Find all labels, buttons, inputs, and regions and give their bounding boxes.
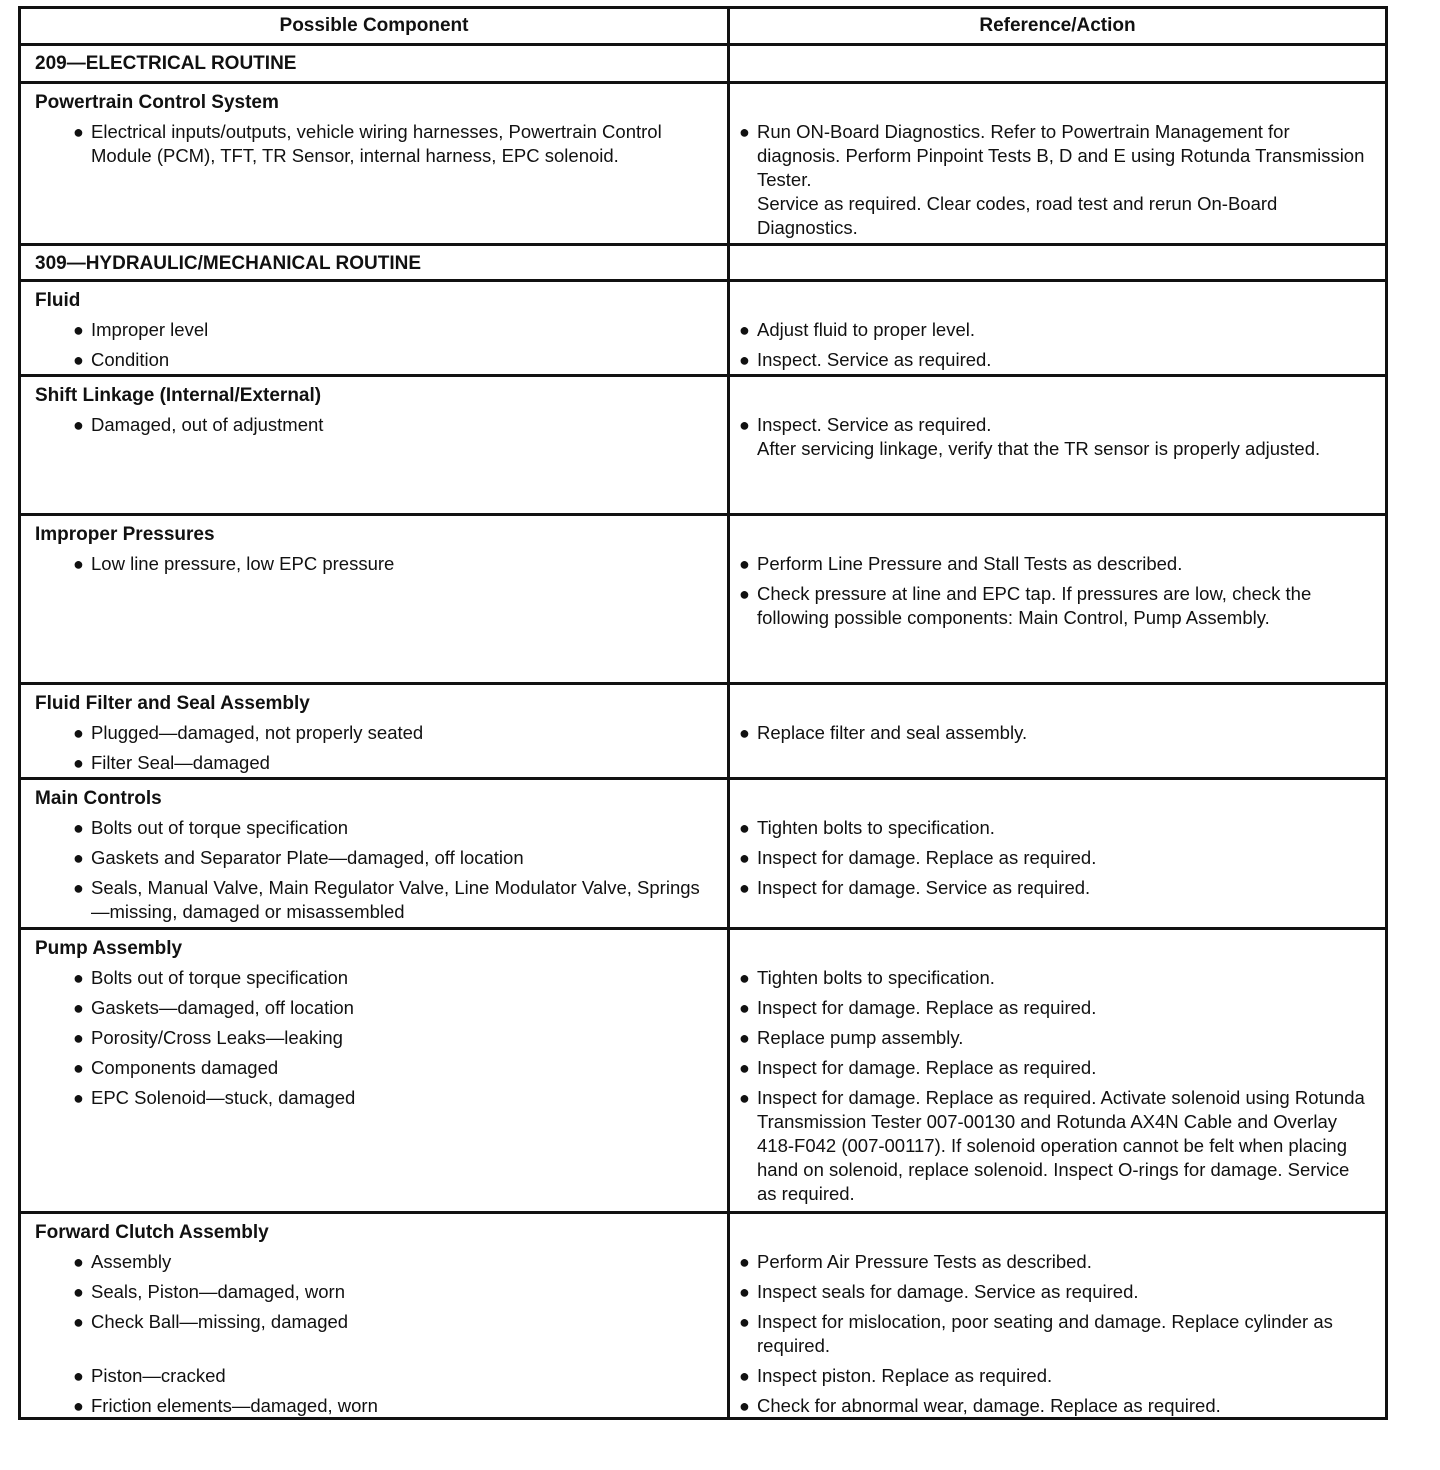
bullet-icon: ● bbox=[739, 1088, 750, 1108]
action-item: ● Inspect for damage. Replace as required. bbox=[739, 847, 1097, 868]
category-title: Shift Linkage (Internal/External) bbox=[35, 385, 322, 406]
bullet-icon: ● bbox=[739, 968, 750, 988]
list-item: ● EPC Solenoid—stuck, damaged bbox=[73, 1087, 356, 1108]
bullet-icon: ● bbox=[739, 1058, 750, 1078]
bullet-icon: ● bbox=[739, 998, 750, 1018]
bullet-icon: ● bbox=[739, 1252, 750, 1272]
action-item: ● Tighten bolts to specification. bbox=[739, 817, 995, 838]
pump-components bbox=[35, 930, 715, 1110]
filter-actions bbox=[739, 685, 1371, 745]
linkage-actions bbox=[739, 377, 1371, 461]
bullet-icon: ● bbox=[739, 320, 750, 340]
bullet-icon: ● bbox=[739, 1366, 750, 1386]
bullet-icon: ● bbox=[739, 415, 750, 435]
bullet-icon: ● bbox=[73, 1028, 84, 1048]
fluid-components bbox=[35, 282, 715, 372]
linkage-row bbox=[21, 374, 1385, 513]
list-item: ● Components damaged bbox=[73, 1057, 279, 1078]
bullet-icon: ● bbox=[73, 723, 84, 743]
bullet-icon: ● bbox=[73, 1252, 84, 1272]
bullet-icon: ● bbox=[73, 818, 84, 838]
bullet-icon: ● bbox=[73, 848, 84, 868]
action-item: ● Replace filter and seal assembly. bbox=[739, 722, 1028, 743]
routine-209-title: 209—ELECTRICAL ROUTINE bbox=[35, 53, 297, 74]
action-item: ● Tighten bolts to specification. bbox=[739, 967, 995, 988]
category-title: Fluid Filter and Seal Assembly bbox=[35, 693, 310, 714]
bullet-icon: ● bbox=[73, 320, 84, 340]
filter-row bbox=[21, 682, 1385, 777]
list-item: ● Gaskets and Separator Plate—damaged, off location bbox=[73, 847, 524, 868]
bullet-icon: ● bbox=[739, 1028, 750, 1048]
bullet-icon: ● bbox=[739, 350, 750, 370]
diagnosis-table bbox=[18, 6, 1388, 1420]
bullet-icon: ● bbox=[73, 878, 84, 898]
bullet-icon: ● bbox=[739, 878, 750, 898]
list-item: ● Bolts out of torque specification bbox=[73, 967, 349, 988]
forward-clutch-components bbox=[35, 1214, 715, 1418]
forward-clutch-actions bbox=[739, 1214, 1371, 1418]
header-reference-action: Reference/Action bbox=[979, 15, 1136, 36]
main-controls-row bbox=[21, 777, 1385, 927]
routine-309-row bbox=[21, 243, 1385, 279]
action-item: ● Adjust fluid to proper level. bbox=[739, 319, 976, 340]
bullet-icon: ● bbox=[739, 1282, 750, 1302]
action-item: ● Check pressure at line and EPC tap. If pressures are low, check the following possible components: Main Control, Pump Assembly. bbox=[739, 583, 1312, 628]
list-item: ● Condition bbox=[73, 349, 170, 370]
bullet-icon: ● bbox=[739, 723, 750, 743]
list-item: ● Filter Seal—damaged bbox=[73, 752, 270, 773]
action-item: ● Inspect. Service as required. bbox=[739, 349, 992, 370]
bullet-icon: ● bbox=[73, 1396, 84, 1416]
action-item: ● Inspect for damage. Replace as required. Activate solenoid using Rotunda Transmission Tester 007-00130 and Rotunda AX4N Cable and Overlay 418-F042 (007-00117). If solenoid operation cannot be felt when placing hand on solenoid, replace solenoid. Inspect O-rings for damage. Service as required. bbox=[739, 1087, 1365, 1204]
routine-309-title: 309—HYDRAULIC/MECHANICAL ROUTINE bbox=[35, 253, 422, 274]
bullet-icon: ● bbox=[739, 554, 750, 574]
pressures-actions bbox=[739, 516, 1371, 630]
powertrain-row bbox=[21, 81, 1385, 243]
action-item: ● Inspect. Service as required. bbox=[739, 414, 992, 435]
action-item: ● Inspect for damage. Replace as required. bbox=[739, 997, 1097, 1018]
list-item: ● Bolts out of torque specification bbox=[73, 817, 349, 838]
list-item: ● Assembly bbox=[73, 1251, 172, 1272]
action-item: ● Inspect for mislocation, poor seating and damage. Replace cylinder as required. bbox=[739, 1311, 1333, 1356]
header-row bbox=[21, 9, 1385, 43]
list-item: ● Improper level bbox=[73, 319, 209, 340]
category-title: Fluid bbox=[35, 290, 81, 311]
category-title: Main Controls bbox=[35, 788, 162, 809]
category-title: Powertrain Control System bbox=[35, 92, 279, 113]
forward-clutch-row bbox=[21, 1211, 1385, 1417]
bullet-icon: ● bbox=[73, 1282, 84, 1302]
bullet-icon: ● bbox=[739, 1396, 750, 1416]
list-item: ● Low line pressure, low EPC pressure bbox=[73, 553, 395, 574]
list-item: ● Friction elements—damaged, worn bbox=[73, 1395, 378, 1416]
main-controls-actions bbox=[739, 780, 1371, 900]
bullet-icon: ● bbox=[73, 1312, 84, 1332]
list-item: ● Seals, Manual Valve, Main Regulator Valve, Line Modulator Valve, Springs—missing, damaged or misassembled bbox=[73, 877, 700, 922]
category-title: Forward Clutch Assembly bbox=[35, 1222, 269, 1243]
action-item: ● Perform Air Pressure Tests as described. bbox=[739, 1251, 1092, 1272]
routine-209-row bbox=[21, 43, 1385, 81]
linkage-components bbox=[35, 377, 715, 437]
list-item: ● Plugged—damaged, not properly seated bbox=[73, 722, 424, 743]
bullet-icon: ● bbox=[73, 968, 84, 988]
bullet-icon: ● bbox=[739, 584, 750, 604]
fluid-actions bbox=[739, 282, 1371, 372]
bullet-icon: ● bbox=[73, 753, 84, 773]
list-item: ● Piston—cracked bbox=[73, 1365, 226, 1386]
action-item: ● Inspect for damage. Service as required. bbox=[739, 877, 1091, 898]
category-title: Improper Pressures bbox=[35, 524, 215, 545]
list-item: ● Check Ball—missing, damaged bbox=[73, 1311, 349, 1332]
bullet-icon: ● bbox=[739, 818, 750, 838]
action-continuation: After servicing linkage, verify that the TR sensor is properly adjusted. bbox=[757, 438, 1321, 459]
powertrain-components bbox=[35, 84, 715, 168]
pump-row bbox=[21, 927, 1385, 1211]
action-item: ● Check for abnormal wear, damage. Replace as required. bbox=[739, 1395, 1221, 1416]
action-item: ● Inspect for damage. Replace as required. bbox=[739, 1057, 1097, 1078]
action-continuation: Service as required. Clear codes, road test and rerun On-Board Diagnostics. bbox=[757, 193, 1278, 238]
filter-components bbox=[35, 685, 715, 775]
bullet-icon: ● bbox=[73, 554, 84, 574]
bullet-icon: ● bbox=[73, 1366, 84, 1386]
list-item: ● Electrical inputs/outputs, vehicle wiring harnesses, Powertrain Control Module (PCM), TFT, TR Sensor, internal harness, EPC solenoid. bbox=[73, 121, 662, 166]
list-item: ● Seals, Piston—damaged, worn bbox=[73, 1281, 345, 1302]
category-title: Pump Assembly bbox=[35, 938, 183, 959]
powertrain-actions bbox=[739, 84, 1371, 240]
bullet-icon: ● bbox=[739, 848, 750, 868]
action-item: ● Inspect seals for damage. Service as required. bbox=[739, 1281, 1139, 1302]
bullet-icon: ● bbox=[73, 1088, 84, 1108]
bullet-icon: ● bbox=[739, 1312, 750, 1332]
list-item: ● Damaged, out of adjustment bbox=[73, 414, 324, 435]
bullet-icon: ● bbox=[73, 1058, 84, 1078]
header-possible-component: Possible Component bbox=[279, 15, 469, 36]
bullet-icon: ● bbox=[73, 122, 84, 142]
main-controls-components bbox=[35, 780, 715, 924]
fluid-row bbox=[21, 279, 1385, 374]
bullet-icon: ● bbox=[73, 350, 84, 370]
pressures-row bbox=[21, 513, 1385, 682]
action-item: ● Replace pump assembly. bbox=[739, 1027, 964, 1048]
list-item: ● Porosity/Cross Leaks—leaking bbox=[73, 1027, 343, 1048]
pressures-components bbox=[35, 516, 715, 576]
action-item: ● Perform Line Pressure and Stall Tests as described. bbox=[739, 553, 1183, 574]
bullet-icon: ● bbox=[73, 998, 84, 1018]
action-item: ● Run ON-Board Diagnostics. Refer to Powertrain Management for diagnosis. Perform Pinpoint Tests B, D and E using Rotunda Transmission Tester. bbox=[739, 121, 1365, 190]
list-item: ● Gaskets—damaged, off location bbox=[73, 997, 354, 1018]
pump-actions bbox=[739, 930, 1371, 1206]
action-item: ● Inspect piston. Replace as required. bbox=[739, 1365, 1053, 1386]
bullet-icon: ● bbox=[739, 122, 750, 142]
bullet-icon: ● bbox=[73, 415, 84, 435]
